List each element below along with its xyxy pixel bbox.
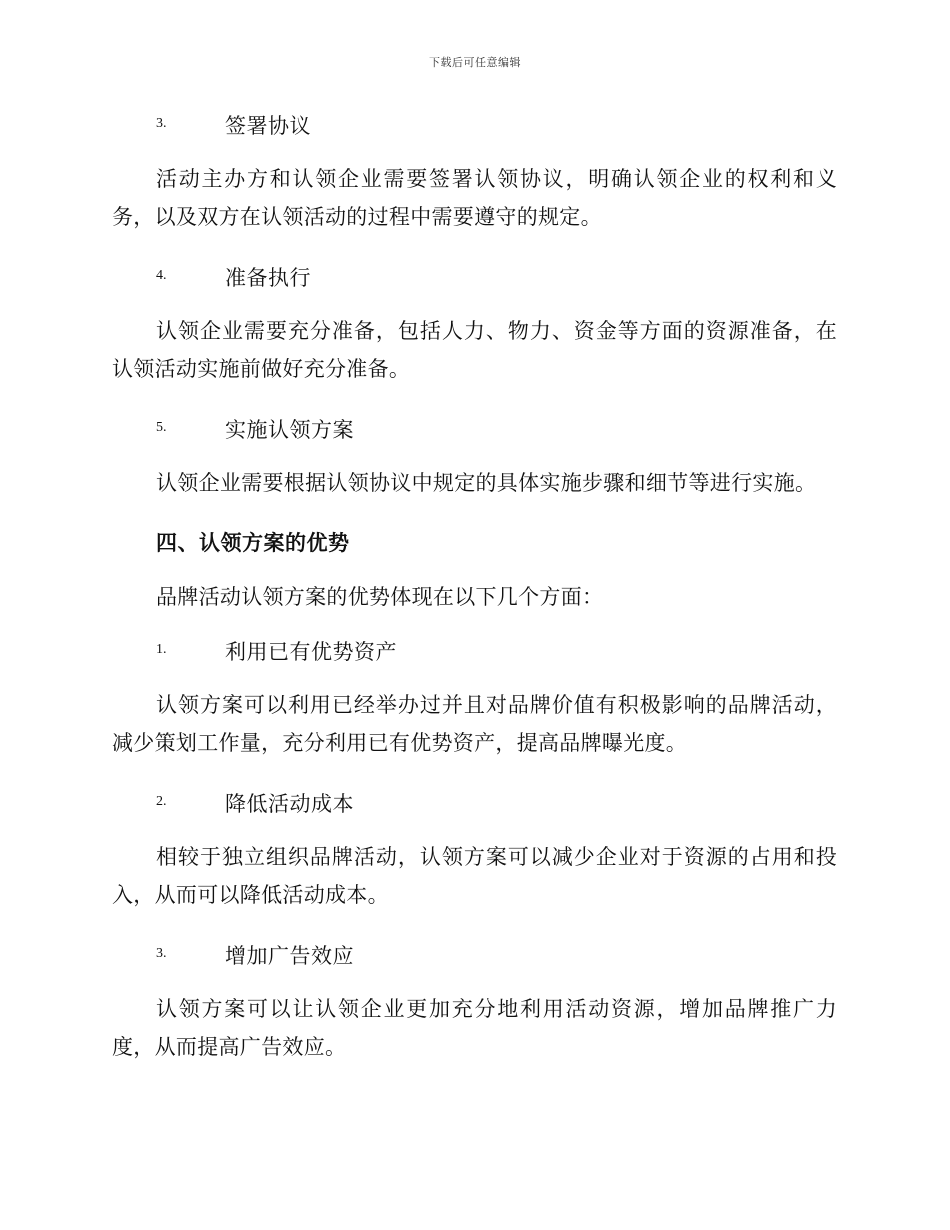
numbered-item	[112, 258, 837, 300]
item-title: 签署协议	[225, 114, 311, 138]
item-number: 1.	[156, 642, 167, 657]
section-heading: 四、认领方案的优势	[156, 530, 350, 555]
item-title: 利用已有优势资产	[225, 640, 397, 664]
item-number: 3.	[156, 946, 167, 961]
advantage-block	[112, 632, 837, 762]
advantage-block	[112, 784, 837, 914]
item-number: 5.	[156, 420, 167, 435]
step-block	[112, 410, 837, 502]
numbered-item	[112, 106, 837, 148]
paragraph: 相较于独立组织品牌活动，认领方案可以减少企业对于资源的占用和投入，从而可以降低活动成本。	[112, 845, 837, 907]
paragraph: 认领方案可以让认领企业更加充分地利用活动资源，增加品牌推广力度，从而提高广告效应。	[112, 997, 837, 1059]
item-title: 实施认领方案	[225, 418, 354, 442]
item-number: 2.	[156, 794, 167, 809]
numbered-item	[112, 632, 837, 674]
item-title: 准备执行	[225, 266, 311, 290]
step-block	[112, 106, 837, 236]
numbered-item	[112, 784, 837, 826]
item-title: 降低活动成本	[225, 792, 354, 816]
item-number: 3.	[156, 116, 167, 131]
paragraph: 认领方案可以利用已经举办过并且对品牌价值有积极影响的品牌活动，减少策划工作量，充分利用已有优势资产，提高品牌曝光度。	[112, 693, 837, 755]
paragraph: 活动主办方和认领企业需要签署认领协议，明确认领企业的权利和义务，以及双方在认领活动的过程中需要遵守的规定。	[112, 167, 837, 229]
advantage-block	[112, 936, 837, 1066]
section-intro: 品牌活动认领方案的优势体现在以下几个方面：	[156, 585, 604, 609]
document-body	[112, 106, 837, 1088]
header-note: 下载后可任意编辑	[429, 56, 521, 69]
item-number: 4.	[156, 268, 167, 283]
numbered-item	[112, 410, 837, 452]
numbered-item	[112, 936, 837, 978]
paragraph: 认领企业需要根据认领协议中规定的具体实施步骤和细节等进行实施。	[156, 471, 817, 495]
item-title: 增加广告效应	[225, 944, 354, 968]
paragraph: 认领企业需要充分准备，包括人力、物力、资金等方面的资源准备，在认领活动实施前做好充分准备。	[112, 319, 837, 381]
step-block	[112, 258, 837, 388]
